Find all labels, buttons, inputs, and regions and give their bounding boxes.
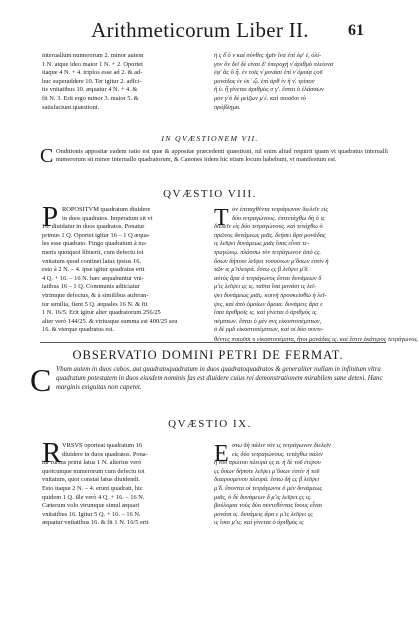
text-line: πρῶτος δυνάμεως μιᾶς. δεήσει ἄρα μονάδας bbox=[214, 231, 326, 239]
text-line: ἠ ς δ̓ ὃ ν καὶ σύνθες ἡμῖν ἵνα ἐπὶ ἐφ' ἐ, ὀλί- bbox=[214, 52, 322, 59]
q9-greek-column bbox=[214, 442, 386, 528]
text-line: ψει δυνάμεως μιᾶς. κοινὴ προσκείσθω ἡ λεῖ- bbox=[214, 291, 327, 299]
observation-heading: OBSERVATIO DOMINI PETRI DE FERMAT. bbox=[72, 348, 344, 362]
text-line: ις λεῖψει δυνάμεως μιᾶς ἴσας εἶναι τε- bbox=[214, 240, 310, 248]
drop-cap: Τ bbox=[214, 205, 229, 231]
q8-greek-column bbox=[214, 206, 386, 335]
q8-latin-column bbox=[42, 201, 202, 335]
text-line: ἴσαι ἀριθμοῖς ις. καὶ γίνεται ὁ ἀριθμὸς ις bbox=[214, 309, 317, 317]
text-line: quidem 1 Q. ille verò 4 Q. + 16. – 16 N. bbox=[42, 493, 145, 501]
drop-cap: Ε bbox=[214, 441, 229, 467]
divider-rule bbox=[40, 342, 386, 343]
text-line: 16. diuidatur in duos quadratos. Ponatur bbox=[42, 223, 145, 231]
running-title: Arithmeticorum Liber II. bbox=[91, 18, 309, 42]
text-line: diuidere in duos quadratos. Ponа- bbox=[62, 450, 148, 458]
text-line: 16. & vterque quadratus est. bbox=[42, 326, 115, 334]
text-line: quotcunque numerorum cum defectu tot bbox=[42, 467, 145, 475]
page-number: 61 bbox=[348, 22, 364, 39]
question-heading: QVÆSTIO IX. bbox=[168, 418, 252, 430]
top-greek-column bbox=[214, 52, 386, 112]
text-line: ις ἴσαι μ̊ ις. καὶ γίνεται ὁ ἀριθμὸς ις bbox=[214, 519, 304, 527]
text-line: μονάδος ἐν ἐκ᾽ ᾧ. ἐπὶ ἀρθ ἰν ἢ ν̓. τρίπον bbox=[214, 77, 315, 85]
text-line: γον ὃν δεῖ δὲ εἰναι δ' ὑπεροχὴ ν̓ ἀριθμὸ πλείονα bbox=[214, 60, 334, 68]
text-line: alter verò 144/25. & vtriusque summa est 400/25 seu bbox=[42, 317, 178, 325]
text-line: δύο τετραγώνους. ἐπιτετάχθω δὴ ὁ ις bbox=[232, 214, 325, 222]
section-note-text: Onditionis appositæ eadem ratio est quæ & appositæ præcedenti quæstioni, nil enim aliud requirit quam vt quadratus interualli numerorum sit minor interuallo quadratorum, & Canones iidem hic etiam locum habebunt, vt manifestum est. bbox=[56, 148, 388, 164]
text-line: διελεῖν εἰς δύο τετραγώνους. καὶ τετάχθω ὁ bbox=[214, 223, 323, 231]
text-line: εἰς δύο τετραγώνους. τετάχθω πάλιν bbox=[232, 450, 323, 458]
text-line: μ̊ δ. ἔσονται οἱ τετράγωνοι ὁ μὲν δυνάμεως bbox=[214, 484, 323, 492]
text-line: huc superaddere 10. Ter igitur 2. adfci- bbox=[42, 77, 142, 85]
text-line: 1 N. atque ideo maior 1 N. + 2. Oportet bbox=[42, 60, 143, 68]
text-line: vtrimque defectus, & à similibus auferan- bbox=[42, 291, 149, 299]
drop-cap: C bbox=[30, 362, 52, 398]
text-line: ὸν ἐπιταχθέντα τετράγωνον διελεῖν εἰς bbox=[232, 206, 328, 213]
text-line: πρόβλημα. bbox=[214, 103, 241, 111]
text-line: primus 1 Q. Oportet igitur 16 – 1 Q æqua- bbox=[42, 231, 150, 239]
text-line: esto à 2 N. – 4. ipse igitur quadratus erit bbox=[42, 266, 145, 274]
question-heading: QVÆSTIO VIII. bbox=[163, 188, 257, 200]
text-line: vnitatum quod continet latus ipsius 16. bbox=[42, 257, 142, 265]
text-line: æquatur vnitatibus 16. & fit 1 N. 16/5 erit bbox=[42, 519, 149, 527]
text-line: les esse quadrato. Fingo quadratum à nu- bbox=[42, 240, 147, 248]
text-line: μ̊ ις λεῖψει ςς ις. ταῦτα ἴσα μονάσι ις λεῖ- bbox=[214, 283, 317, 291]
text-line: vnitatibus 16. Igitur 5 Q. + 16. – 16 N. bbox=[42, 510, 141, 518]
text-line: ςς ὅσων δήποτε λεῖψει μ̊ ὅσων ἐστὶν ἡ τοῦ bbox=[214, 467, 320, 475]
text-line: ὅσων δήποτε λεῖψει τοσούτων μ̊ ὅσων ἐστὶν ἡ bbox=[214, 257, 329, 265]
text-line: διαιρουμένου πλευρά. ἔστω δὴ ςς β λεῖψει bbox=[214, 476, 320, 484]
drop-cap: P bbox=[42, 201, 59, 233]
text-line: τῶν ις μ̊ πλευρά. ἔστω ςς β λεῖψει μ̊ δ. bbox=[214, 266, 309, 274]
drop-cap: C bbox=[40, 145, 54, 167]
text-line: vnitatum, quot constat latus diuidendi. bbox=[42, 476, 140, 484]
text-line: ROPOSITVM quadratum diuidere bbox=[62, 206, 151, 213]
observation-text: Vbum autem in duos cubos, aut quadratoquadratum in duos quadratoquadratos & generaliter nullam in infinitum vltra quadratum potestatem in duos eiusdem nominis fas est diuidere cuius rei demonstrationem mirabilem sane detexi. Hanc marginis exiguitas non caperet. bbox=[56, 366, 383, 391]
text-line: satisfaciunt quæstioni. bbox=[42, 103, 100, 111]
text-line: ἢ ὑ. ἧ γίνεται ἀριθμὸς σ γ'. ἔσται ὁ ἐλάσσων bbox=[214, 86, 324, 94]
text-line: βούλομαι τοὺς δύο συντεθέντας ἴσους εἶναι bbox=[214, 502, 323, 510]
text-line: itaque 4 N. + 4. triplos esse ad 2. & ad- bbox=[42, 69, 143, 77]
text-line: αὐτὸς ἄρα ὁ τετράγωνος ἔσται δυνάμεων δ bbox=[214, 274, 322, 282]
text-line: VRSVS oporteat quadratum 16 bbox=[62, 442, 143, 449]
text-line: 1 N. 16/5. Erit igitur alter quadratorum 256/25 bbox=[42, 309, 161, 317]
text-line: ψις, καὶ ἀπὸ ὁμοίων ὅμοια. δυνάμεις ἄρα ε bbox=[214, 300, 323, 308]
text-line: meris quotquot libuerit, cum defectu tot bbox=[42, 248, 144, 256]
text-line: Esto itaque 2 N. – 4. erunt quadrati, hic bbox=[42, 484, 143, 492]
text-line: ἡ τοῦ πρώτου πλευρὰ ςς α. ἡ δὲ τοῦ ἑτέρου bbox=[214, 459, 321, 467]
q9-latin-column bbox=[42, 437, 202, 528]
text-line: τραγώνῳ. πλάσσω τὸν τετράγωνον ἀπὸ ςς. bbox=[214, 248, 322, 256]
drop-cap: R bbox=[42, 437, 62, 469]
text-line: μιᾶς, ὁ δὲ δυνάμεων δ μ̊ ις λεῖψει ςς ις. bbox=[214, 493, 312, 501]
text-line: μον γ̓ ὁ δὲ μείζων μ̓ ἐ. καὶ ποιοῦσι τὸ bbox=[214, 94, 307, 102]
section-note-heading: IN QVÆSTIONEM VII. bbox=[161, 134, 259, 143]
text-line: 4 Q. + 16. – 16 N. hæc æquabuntur vni- bbox=[42, 274, 144, 282]
text-line: tur rursus primi latus 1 N. alterius verò bbox=[42, 459, 142, 467]
text-line: interuallum numerorum 2. minor autem bbox=[42, 52, 144, 59]
text-line: στω δὴ πάλιν τὸν ις τετράγωνον διελεῖν bbox=[232, 442, 331, 449]
text-line: πέμπτων. ἔσται ὁ μὲν σνς εἰκοστοπέμπτων, bbox=[214, 317, 322, 325]
text-line: ὁ δὲ ρμδ εἰκοστοπέμπτων, καὶ οἱ δύο συντε- bbox=[214, 326, 324, 334]
text-line: ἐφ' ἃς ὃ ἧ. ἐν τοῖς ν̓ μονάσι ἐπὶ ν̓ ὁμοίᾳ ϛοῦ bbox=[214, 69, 323, 77]
text-line: in duos quadratos. Imperatum sit vt bbox=[62, 214, 153, 222]
text-line: fit N. 3. Erit ergo minor 3. maior 5. & bbox=[42, 94, 139, 102]
top-latin-column bbox=[42, 52, 198, 112]
text-line: Cæterum volo vtrumque simul æquari bbox=[42, 502, 140, 510]
q8-greek-tail-line: θέντες ποιοῦσι υ εἰκοστοπέμπτα, ἤτοι μονάδας ις. καὶ ἔστιν ἑκάτερος τετράγωνος. bbox=[214, 336, 419, 343]
text-line: tur similia, fient 5 Q. æquales 16 N. & fit bbox=[42, 300, 148, 308]
text-line: tatibus 16 – 1 Q. Communis adiiciatur bbox=[42, 283, 140, 291]
text-line: tis vnitatibus 10. æquatur 4 N. + 4. & bbox=[42, 86, 138, 94]
text-line: μονάσι ις. δυνάμεις ἄρα ε μ̊ ις λεῖψει ςς bbox=[214, 510, 313, 518]
